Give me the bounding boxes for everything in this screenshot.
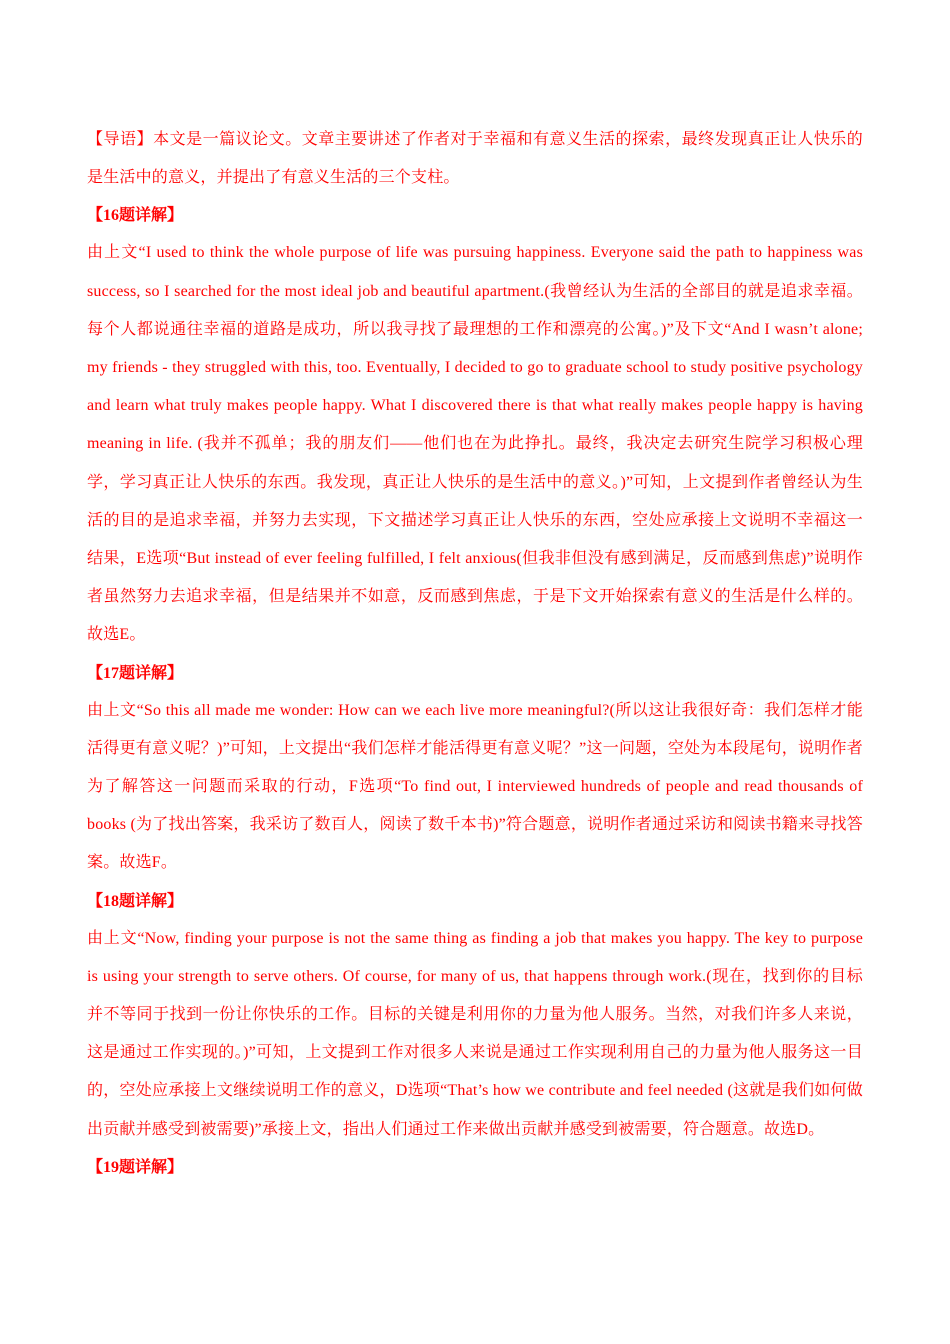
intro-paragraph <box>87 121 863 197</box>
q17-explanation: 由上文“So this all made me wonder: How can we each live more meaningful?(所以这让我很好奇：我们怎样才能活得更有意义呢？)”可知，上文提出“我们怎样才能活得更有意义呢？”这一问题，空处为本段尾句，说明作者为了解答这一问题而采取的行动，F选项“To find out, I interviewed hundreds of people and read thousands of books (为了找出答案，我采访了数百人，阅读了数千本书)”符合题意，说明作者通过采访和阅读书籍来寻找答案。故选F。 <box>87 701 863 872</box>
intro-text: 本文是一篇议论文。文章主要讲述了作者对于幸福和有意义生活的探索，最终发现真正让人快乐的是生活中的意义，并提出了有意义生活的三个支柱。 <box>87 131 863 187</box>
q18-explanation: 由上文“Now, finding your purpose is not the same thing as finding a job that makes you happy. The key to purpose is using your strength to serve others. Of course, for many of us, that happens through work.(现在，找到你的目标并不等同于找到一份让你快乐的工作。目标的关键是利用你的力量为他人服务。当然，对我们许多人来说，这是通过工作实现的。)”可知，上文提到工作对很多人来说是通过工作实现利用自己的力量为他人服务这一目的，空处应承接上文继续说明工作的意义，D选项“That’s how we contribute and feel needed (这就是我们如何做出贡献并感受到被需要)”承接上文，指出人们通过工作来做出贡献并感受到被需要，符合题意。故选D。 <box>87 929 863 1138</box>
q17-heading: 【17题详解】 <box>87 664 184 682</box>
intro-label: 【导语】 <box>87 131 154 148</box>
q18-heading: 【18题详解】 <box>87 892 184 910</box>
q16-explanation: 由上文“I used to think the whole purpose of life was pursuing happiness. Everyone said the path to happiness was success, so I searched for the most ideal job and beautiful apartment.(我曾经认为生活的全部目的就是追求幸福。每个人都说通往幸福的道路是成功，所以我寻找了最理想的工作和漂亮的公寓。)”及下文“And I wasn’t alone; my friends - they struggled with this, too. Eventually, I decided to go to graduate school to study positive psychology and learn what truly makes people happy. What I discovered there is that what really makes people happy is having meaning in life. (我并不孤单；我的朋友们——他们也在为此挣扎。最终，我决定去研究生院学习积极心理学，学习真正让人快乐的东西。我发现，真正让人快乐的是生活中的意义。)”可知，上文提到作者曾经认为生活的目的是追求幸福，并努力去实现，下文描述学习真正让人快乐的东西，空处应承接上文说明不幸福这一结果，E选项“But instead of ever feeling fulfilled, I felt anxious(但我非但没有感到满足，反而感到焦虑)”说明作者虽然努力去追求幸福，但是结果并不如意，反而感到焦虑，于是下文开始探索有意义的生活是什么样的。故选E。 <box>87 244 863 644</box>
q19-heading: 【19题详解】 <box>87 1158 184 1176</box>
document-page <box>87 121 863 1186</box>
q16-heading: 【16题详解】 <box>87 207 184 225</box>
